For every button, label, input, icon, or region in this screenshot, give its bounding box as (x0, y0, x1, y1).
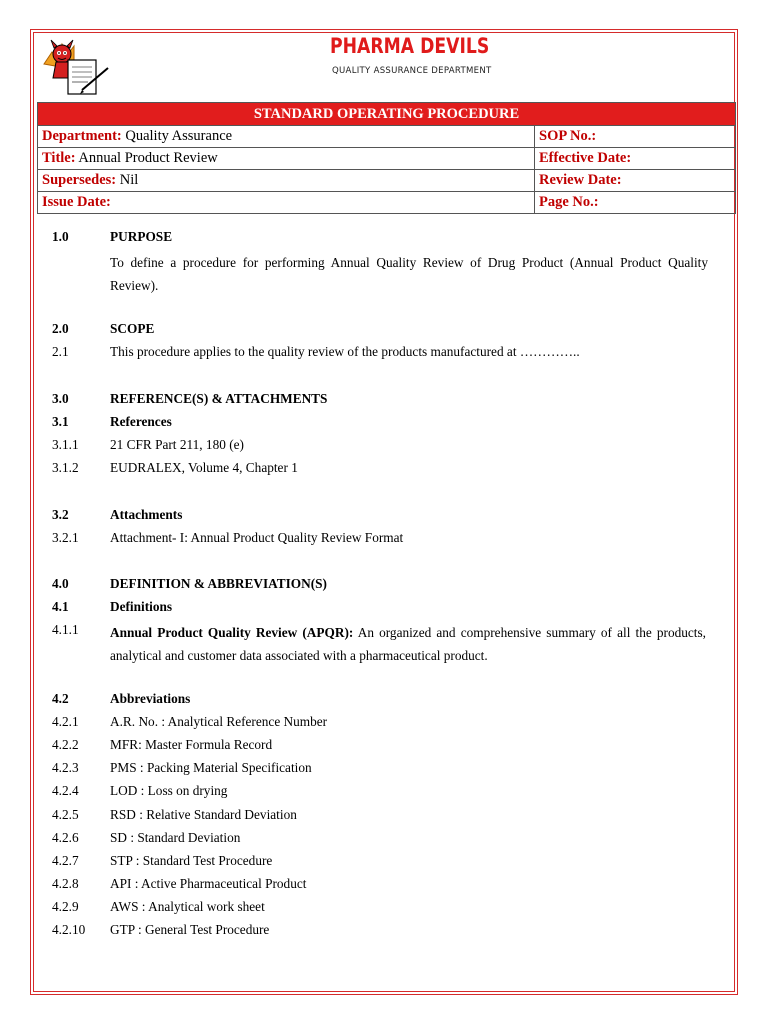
purpose-text: To define a procedure for performing Annual Quality Review of Drug Product (Annual Product Quality Review). (110, 255, 708, 293)
reference-text: EUDRALEX, Volume 4, Chapter 1 (110, 460, 298, 475)
subsection-number: 3.1 (52, 414, 69, 429)
issue-date-cell (38, 192, 535, 214)
effective-date-cell (535, 148, 736, 170)
section-heading: SCOPE (110, 321, 155, 336)
page-no-label: Page No.: (539, 194, 599, 210)
item-number: 3.1.2 (52, 460, 79, 475)
abbreviation-text: SD : Standard Deviation (110, 830, 241, 845)
section-heading: DEFINITION & ABBREVIATION(S) (110, 576, 327, 591)
definition-term: Annual Product Quality Review (APQR): (110, 625, 354, 640)
section-heading: REFERENCE(S) & ATTACHMENTS (110, 391, 328, 406)
attachment-text: Attachment- I: Annual Product Quality Review Format (110, 530, 404, 545)
page-no-cell (535, 192, 736, 214)
item-number: 4.2.7 (52, 853, 79, 868)
abbreviation-text: RSD : Relative Standard Deviation (110, 807, 297, 822)
abbreviation-text: PMS : Packing Material Specification (110, 760, 312, 775)
reference-text: 21 CFR Part 211, 180 (e) (110, 437, 244, 452)
devil-logo (38, 34, 114, 98)
title-label: Title: (42, 150, 76, 166)
department-value: Quality Assurance (121, 128, 233, 144)
supersedes-value: Nil (116, 172, 139, 188)
sop-row (38, 192, 736, 214)
abbreviation-text: GTP : General Test Procedure (110, 922, 270, 937)
subsection-number: 3.2 (52, 507, 69, 522)
item-number: 4.2.4 (52, 783, 79, 798)
issue-date-label: Issue Date: (42, 194, 111, 210)
item-number: 4.2.6 (52, 830, 79, 845)
item-number: 4.2.5 (52, 807, 79, 822)
item-number: 4.2.10 (52, 922, 86, 937)
item-number: 4.2.2 (52, 737, 79, 752)
subsection-number: 4.2 (52, 691, 69, 706)
subsection-heading: Abbreviations (110, 691, 191, 706)
sop-no-cell (535, 126, 736, 148)
item-number: 2.1 (52, 344, 69, 359)
review-date-cell (535, 170, 736, 192)
department-cell (38, 126, 535, 148)
subsection-heading: Attachments (110, 507, 183, 522)
brand-subtitle: QUALITY ASSURANCE DEPARTMENT (332, 66, 492, 76)
section-heading: PURPOSE (110, 229, 173, 244)
item-number: 4.2.3 (52, 760, 79, 775)
section-number: 4.0 (52, 576, 69, 591)
subsection-heading: Definitions (110, 599, 173, 614)
scope-text: This procedure applies to the quality review of the products manufactured at ………….. (110, 344, 580, 359)
abbreviation-text: STP : Standard Test Procedure (110, 853, 273, 868)
definition-body: An organized and comprehensive summary of all the products, analytical and customer data associated with a pharmaceutical product. (110, 625, 706, 663)
department-label: Department: (42, 128, 122, 144)
abbreviation-text: A.R. No. : Analytical Reference Number (110, 714, 328, 729)
sop-row (38, 170, 736, 192)
abbreviation-text: MFR: Master Formula Record (110, 737, 273, 752)
section-number: 3.0 (52, 391, 69, 406)
supersedes-label: Supersedes: (42, 172, 117, 188)
item-number: 4.1.1 (52, 622, 79, 637)
sop-header-table (37, 102, 736, 214)
item-number: 3.2.1 (52, 530, 79, 545)
subsection-number: 4.1 (52, 599, 69, 614)
item-number: 4.2.1 (52, 714, 79, 729)
sop-title: STANDARD OPERATING PROCEDURE (38, 103, 736, 126)
section-number: 1.0 (52, 229, 69, 244)
sop-row (38, 148, 736, 170)
title-value: Annual Product Review (75, 150, 218, 166)
title-cell (38, 148, 535, 170)
item-number: 4.2.8 (52, 876, 79, 891)
effective-date-label: Effective Date: (539, 150, 632, 166)
item-number: 3.1.1 (52, 437, 79, 452)
supersedes-cell (38, 170, 535, 192)
brand-name: PHARMA DEVILS (330, 34, 490, 58)
subsection-heading: References (110, 414, 172, 429)
item-number: 4.2.9 (52, 899, 79, 914)
abbreviation-text: API : Active Pharmaceutical Product (110, 876, 307, 891)
definition-text (110, 621, 706, 667)
sop-row (38, 126, 736, 148)
abbreviation-text: LOD : Loss on drying (110, 783, 228, 798)
review-date-label: Review Date: (539, 172, 622, 188)
sop-no-label: SOP No.: (539, 128, 597, 144)
abbreviation-text: AWS : Analytical work sheet (110, 899, 265, 914)
section-number: 2.0 (52, 321, 69, 336)
